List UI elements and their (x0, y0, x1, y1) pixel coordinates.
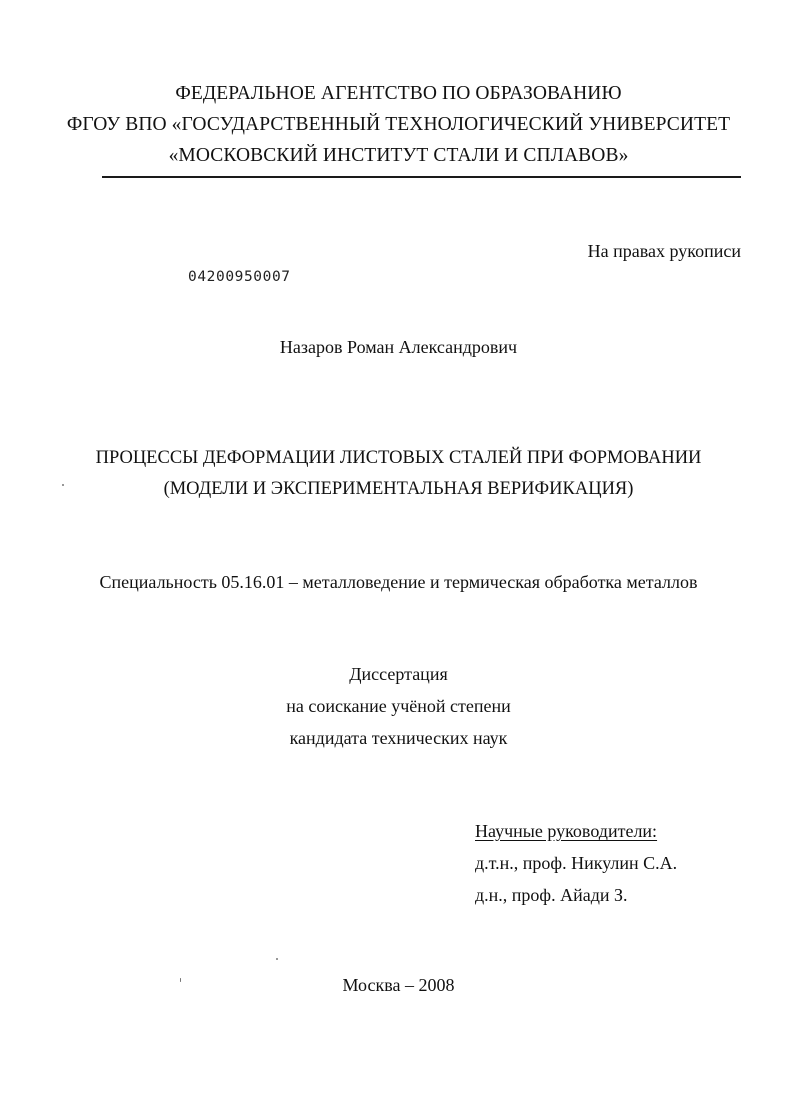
dissertation-title-line1: ПРОЦЕССЫ ДЕФОРМАЦИИ ЛИСТОВЫХ СТАЛЕЙ ПРИ ФОРМОВАНИИ (95, 448, 702, 468)
university-name-line1: ФГОУ ВПО «ГОСУДАРСТВЕННЫЙ ТЕХНОЛОГИЧЕСКИЙ УНИВЕРСИТЕТ (66, 114, 731, 135)
advisor-item: д.н., проф. Айади З. (475, 885, 628, 905)
university-name-line2: «МОСКОВСКИЙ ИНСТИТУТ СТАЛИ И СПЛАВОВ» (168, 145, 629, 166)
manuscript-note: На правах рукописи (587, 241, 741, 261)
scan-speck (276, 958, 278, 960)
agency-name: ФЕДЕРАЛЬНОЕ АГЕНТСТВО ПО ОБРАЗОВАНИЮ (175, 83, 622, 104)
header-divider (102, 176, 741, 178)
library-stamp-number: 04200950007 (188, 269, 291, 285)
city-year: Москва – 2008 (342, 975, 455, 995)
dissertation-label: Диссертация (349, 664, 448, 684)
degree-line2: кандидата технических наук (289, 728, 508, 748)
author-name: Назаров Роман Александрович (279, 337, 518, 357)
scan-speck (180, 978, 181, 982)
degree-line1: на соискание учёной степени (286, 696, 511, 716)
scan-speck (62, 484, 64, 486)
specialty-line: Специальность 05.16.01 – металловедение и термическая обработка металлов (99, 572, 698, 592)
advisors-heading: Научные руководители: (475, 821, 658, 841)
dissertation-title-line2: (МОДЕЛИ И ЭКСПЕРИМЕНТАЛЬНАЯ ВЕРИФИКАЦИЯ) (163, 479, 634, 499)
advisor-item: д.т.н., проф. Никулин С.А. (475, 853, 678, 873)
